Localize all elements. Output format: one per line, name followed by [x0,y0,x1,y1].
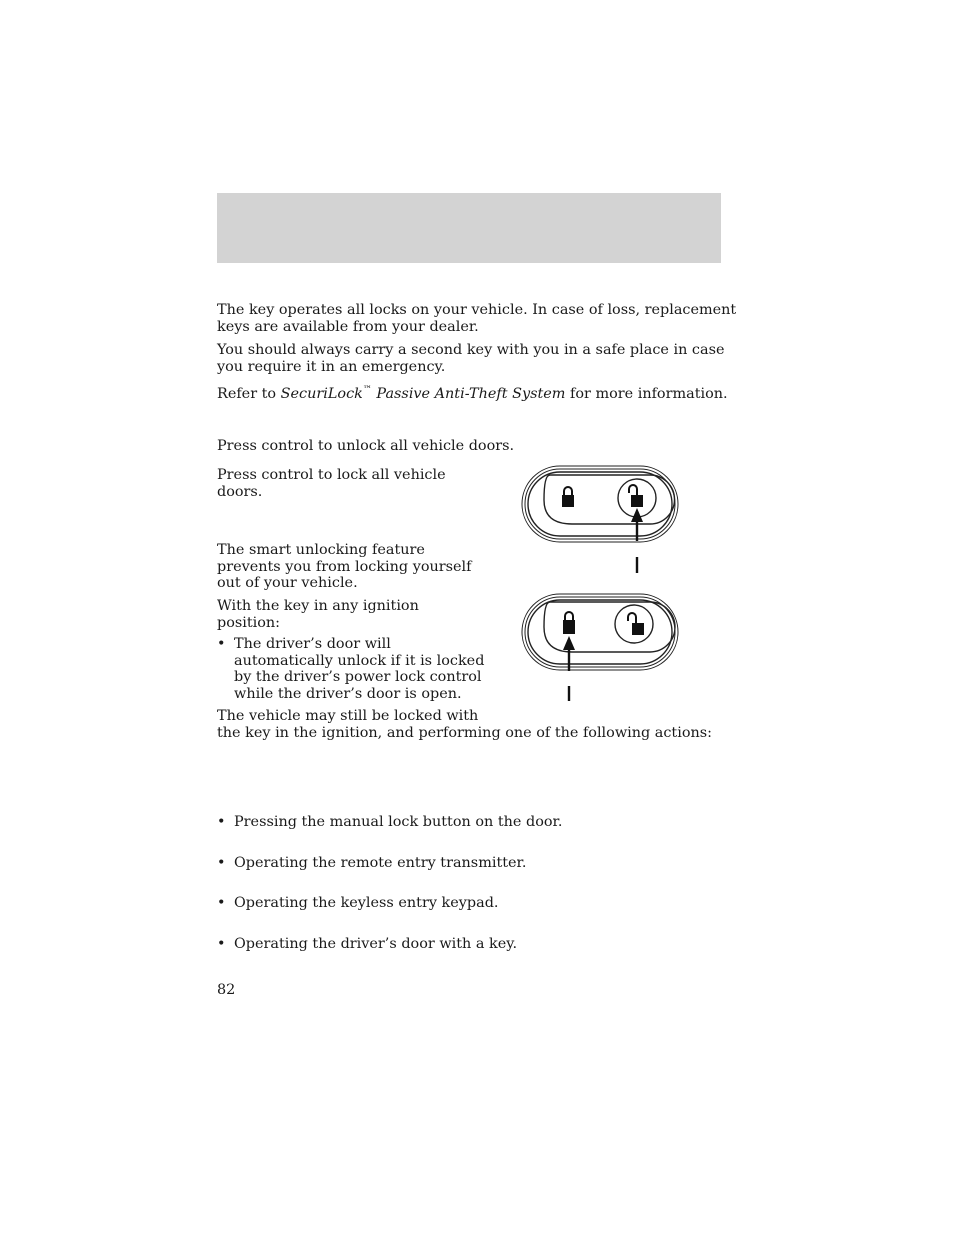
lock-instruction [217,467,446,500]
still-locked-paragraph [217,708,712,741]
second-key-paragraph [217,342,724,375]
pointer-arrow-icon [631,508,643,573]
section-header-band [217,193,721,263]
text-line: Press control to unlock all vehicle doors. [217,438,515,454]
action-item [217,814,954,831]
bullet-icon: • [217,636,226,652]
bullet-icon: • [217,814,226,830]
lock-open-icon [629,485,643,507]
action-text: Operating the keyless entry keypad. [234,895,499,911]
bullet-icon: • [217,854,226,871]
action-item [217,936,954,953]
text-line: you require it in an emergency. [217,358,446,375]
unlock-switch-illustration [520,462,682,577]
text-line: You should always carry a second key with you in a safe place in case [217,342,725,358]
text-line: doors. [217,483,263,500]
text-line: automatically unlock if it is locked [234,652,485,669]
page-number: 82 [217,982,236,998]
text-line: position: [217,614,281,631]
action-text: Operating the remote entry transmitter. [234,854,527,871]
text-line: Press control to lock all vehicle [217,467,446,483]
system-name: Passive Anti-Theft System [371,385,566,402]
trademark-symbol: ™ [362,385,372,395]
bullet-icon: • [217,935,226,952]
text-line: by the driver’s power lock control [234,669,482,685]
text-fragment: Refer to [217,385,281,402]
lock-switch-figure [520,590,682,704]
unlock-switch-figure [520,462,682,577]
action-text: Operating the driver’s door with a key. [234,935,518,952]
action-text: Pressing the manual lock button on the door. [234,814,563,830]
ignition-condition [217,598,419,631]
text-line: out of your vehicle. [217,575,358,591]
smart-unlock-intro [217,542,471,592]
action-item [217,895,954,912]
lock-closed-icon [562,487,574,507]
securilock-name: SecuriLock [280,385,363,402]
lock-open-icon [628,613,644,635]
key-paragraph [217,302,736,335]
text-fragment: for more information. [565,385,728,402]
lock-switch-illustration [520,590,682,704]
bullet-icon: • [217,895,226,911]
action-item [217,855,954,872]
unlock-instruction [217,438,514,455]
text-line: The vehicle may still be locked with [217,708,479,724]
text-line: prevents you from locking yourself [217,558,472,575]
lock-closed-icon [563,612,575,634]
text-line: The driver’s door will [234,636,391,652]
text-line: while the driver’s door is open. [234,685,462,702]
text-line: keys are available from your dealer. [217,318,479,335]
pointer-arrow-icon [563,636,575,701]
text-line: The smart unlocking feature [217,542,425,558]
text-line: With the key in any ignition [217,598,419,614]
text-line: the key in the ignition, and performing one of the following actions: [217,724,712,741]
securilock-reference [217,382,728,402]
text-line: The key operates all locks on your vehicle. In case of loss, replacement [217,302,737,318]
